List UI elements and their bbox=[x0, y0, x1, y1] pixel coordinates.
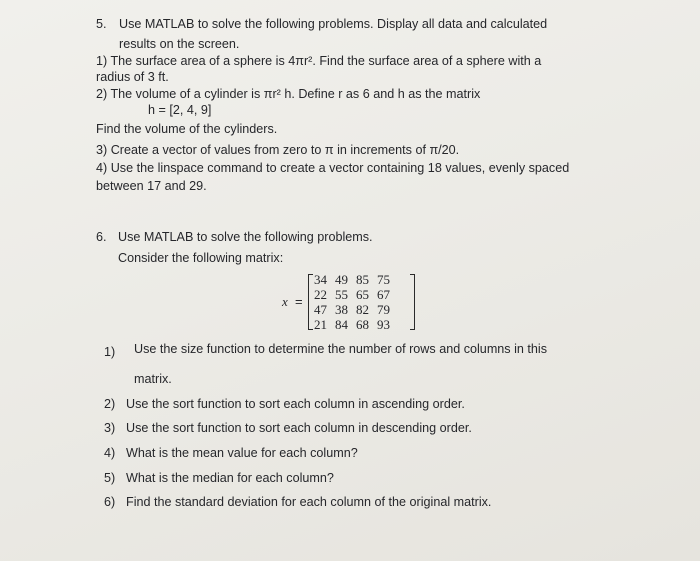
matrix-cell: 85 bbox=[356, 272, 369, 287]
matrix-table bbox=[310, 272, 394, 332]
q5-part2-matrix: h = [2, 4, 9] bbox=[148, 103, 212, 117]
q6-item-2: Use the sort function to sort each column in ascending order. bbox=[126, 397, 465, 411]
matrix-cell: 82 bbox=[356, 302, 369, 317]
matrix-cell: 22 bbox=[314, 287, 327, 302]
q6-item-1-number: 1) bbox=[104, 345, 116, 359]
matrix-cell: 65 bbox=[356, 287, 369, 302]
q6-item-6: Find the standard deviation for each column of the original matrix. bbox=[126, 495, 492, 509]
matrix-cell: 49 bbox=[335, 272, 348, 287]
q5-part1-cont: radius of 3 ft. bbox=[96, 70, 169, 84]
q6-item-4-number: 4) bbox=[104, 446, 116, 460]
question-6-consider: Consider the following matrix: bbox=[118, 251, 284, 265]
question-5-intro-cont: results on the screen. bbox=[119, 37, 240, 51]
q6-item-3: Use the sort function to sort each column in descending order. bbox=[126, 421, 472, 435]
question-5-intro: Use MATLAB to solve the following problems. Display all data and calculated bbox=[119, 17, 548, 31]
question-6-intro: Use MATLAB to solve the following problems. bbox=[118, 230, 373, 244]
q5-part2-cont: Find the volume of the cylinders. bbox=[96, 122, 278, 136]
q5-part2: 2) The volume of a cylinder is πr² h. Define r as 6 and h as the matrix bbox=[96, 87, 481, 101]
question-5-number: 5. bbox=[96, 17, 107, 31]
matrix-cell: 84 bbox=[335, 317, 348, 332]
matrix-cell: 68 bbox=[356, 317, 369, 332]
q5-part3: 3) Create a vector of values from zero to π in increments of π/20. bbox=[96, 143, 460, 157]
matrix-row bbox=[310, 302, 394, 317]
matrix-cell: 34 bbox=[314, 272, 327, 287]
q5-part4: 4) Use the linspace command to create a vector containing 18 values, evenly spaced bbox=[96, 161, 570, 175]
q6-item-1-cont: matrix. bbox=[134, 372, 172, 386]
q5-part4-cont: between 17 and 29. bbox=[96, 179, 207, 193]
matrix-row bbox=[310, 287, 394, 302]
q6-item-5: What is the median for each column? bbox=[126, 471, 334, 485]
matrix-right-bracket bbox=[410, 274, 415, 330]
q6-item-6-number: 6) bbox=[104, 495, 116, 509]
matrix-cell: 38 bbox=[335, 302, 348, 317]
matrix-cell: 93 bbox=[377, 317, 390, 332]
matrix-x bbox=[282, 272, 432, 332]
matrix-cell: 67 bbox=[377, 287, 390, 302]
q6-item-3-number: 3) bbox=[104, 421, 116, 435]
q6-item-4: What is the mean value for each column? bbox=[126, 446, 358, 460]
q5-part1: 1) The surface area of a sphere is 4πr². Find the surface area of a sphere with a bbox=[96, 54, 542, 68]
matrix-equals: = bbox=[295, 294, 303, 309]
matrix-cell: 47 bbox=[314, 302, 327, 317]
matrix-cell: 21 bbox=[314, 317, 327, 332]
matrix-cell: 79 bbox=[377, 302, 390, 317]
matrix-row bbox=[310, 317, 394, 332]
matrix-cell: 75 bbox=[377, 272, 390, 287]
matrix-label: x bbox=[282, 294, 288, 309]
question-6-number: 6. bbox=[96, 230, 107, 244]
matrix-cell: 55 bbox=[335, 287, 348, 302]
q6-item-2-number: 2) bbox=[104, 397, 116, 411]
matrix-row bbox=[310, 272, 394, 287]
q6-item-5-number: 5) bbox=[104, 471, 116, 485]
q6-item-1: Use the size function to determine the number of rows and columns in this bbox=[134, 342, 548, 356]
